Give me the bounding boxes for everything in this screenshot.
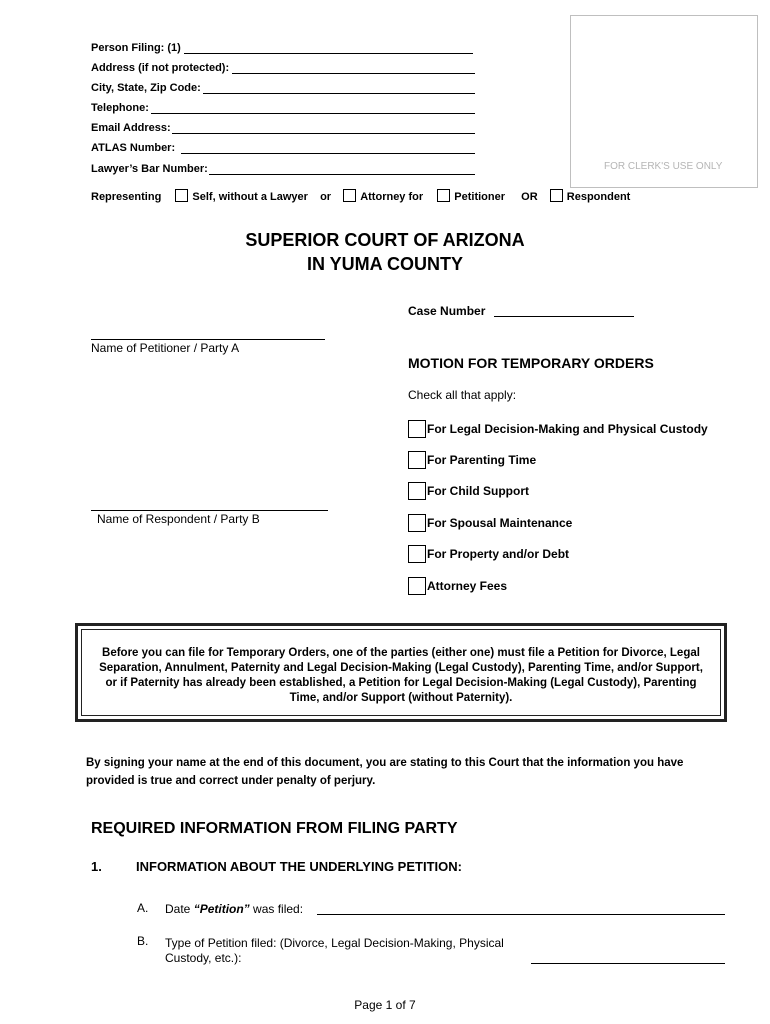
item-a-letter: A. <box>137 901 149 915</box>
item-a-text-post: was filed: <box>249 902 304 916</box>
address-label: Address (if not protected): <box>91 62 230 74</box>
check-all-instruction: Check all that apply: <box>408 388 517 402</box>
respondent-name-field[interactable] <box>91 510 328 511</box>
court-title-line2: IN YUMA COUNTY <box>306 254 463 274</box>
option-label: For Parenting Time <box>427 453 537 467</box>
required-info-heading: REQUIRED INFORMATION FROM FILING PARTY <box>91 820 458 837</box>
petitioner-label: Petitioner <box>454 191 506 203</box>
page-number: Page 1 of 7 <box>354 998 416 1012</box>
attorney-fees-checkbox[interactable] <box>408 577 426 595</box>
respondent-checkbox[interactable] <box>550 189 563 202</box>
notice-inner-border <box>81 629 721 716</box>
item-a-text <box>165 901 303 917</box>
option-label: For Property and/or Debt <box>427 547 570 561</box>
option-label: For Spousal Maintenance <box>427 516 573 530</box>
city-state-zip-label: City, State, Zip Code: <box>91 82 201 94</box>
section-1-title: INFORMATION ABOUT THE UNDERLYING PETITION: <box>136 859 462 874</box>
item-a-petition-em: “Petition” <box>193 902 250 916</box>
petition-date-field[interactable] <box>317 914 725 915</box>
parenting-time-checkbox[interactable] <box>408 451 426 469</box>
email-field[interactable] <box>172 133 475 134</box>
option-property-debt <box>408 545 569 563</box>
option-attorney-fees <box>408 577 507 595</box>
petitioner-checkbox[interactable] <box>437 189 450 202</box>
item-b-letter: B. <box>137 934 149 948</box>
perjury-statement: By signing your name at the end of this document, you are stating to this Court that the information you have provided is true and correct under penalty of perjury. <box>86 757 684 787</box>
notice-text: Before you can file for Temporary Orders, one of the parties (either one) must file a Petition for Divorce, Legal Separation, Annulment, Paternity and Legal Decision-Making (Legal Custody), Parenting Time, and/or Support, or if Paternity has already been established, a Petition for Legal Decision-Making (Legal Custody), Parenting Time, and/or Support (without Paternity). <box>99 647 703 704</box>
petitioner-name-field[interactable] <box>91 339 325 340</box>
self-checkbox[interactable] <box>175 189 188 202</box>
case-number-label: Case Number <box>408 304 486 318</box>
section-1-number: 1. <box>91 859 102 874</box>
or-text-2: OR <box>521 191 538 203</box>
respondent-name-label: Name of Respondent / Party B <box>97 512 260 526</box>
city-state-zip-field[interactable] <box>203 93 475 94</box>
petition-type-field[interactable] <box>531 963 725 964</box>
or-text: or <box>320 191 332 203</box>
representing-label: Representing <box>91 191 162 203</box>
court-title-line1: SUPERIOR COURT OF ARIZONA <box>245 230 525 250</box>
item-b-line2: Custody, etc.): <box>165 951 242 965</box>
motion-title: MOTION FOR TEMPORARY ORDERS <box>408 355 654 371</box>
atlas-number-field[interactable] <box>181 153 475 154</box>
spousal-maintenance-checkbox[interactable] <box>408 514 426 532</box>
person-filing-field[interactable] <box>184 53 473 54</box>
attorney-for-label: Attorney for <box>360 191 424 203</box>
address-field[interactable] <box>232 73 475 74</box>
bar-number-field[interactable] <box>209 174 475 175</box>
property-debt-checkbox[interactable] <box>408 545 426 563</box>
option-label: For Legal Decision-Making and Physical Custody <box>427 422 708 436</box>
telephone-field[interactable] <box>151 113 475 114</box>
option-child-support <box>408 482 529 500</box>
bar-number-label: Lawyer’s Bar Number: <box>91 163 208 175</box>
option-parenting-time <box>408 451 536 469</box>
option-label: For Child Support <box>427 484 529 498</box>
item-a-text-pre: Date <box>165 902 194 916</box>
item-b-line1: Type of Petition filed: (Divorce, Legal Decision-Making, Physical <box>165 936 504 950</box>
person-filing-label: Person Filing: (1) <box>91 42 181 54</box>
option-label: Attorney Fees <box>427 579 508 593</box>
case-number-field[interactable] <box>494 316 634 317</box>
legal-decision-making-checkbox[interactable] <box>408 420 426 438</box>
atlas-number-label: ATLAS Number: <box>91 142 176 154</box>
option-legal-decision-making <box>408 420 708 438</box>
option-spousal-maintenance <box>408 514 572 532</box>
petitioner-name-label: Name of Petitioner / Party A <box>91 341 240 355</box>
email-label: Email Address: <box>91 122 171 134</box>
representing-row <box>91 189 630 203</box>
self-label: Self, without a Lawyer <box>192 191 308 203</box>
respondent-label: Respondent <box>566 191 631 203</box>
notice-box <box>75 623 727 722</box>
clerk-use-label: FOR CLERK'S USE ONLY <box>604 161 723 172</box>
telephone-label: Telephone: <box>91 102 149 114</box>
child-support-checkbox[interactable] <box>408 482 426 500</box>
attorney-for-checkbox[interactable] <box>343 189 356 202</box>
